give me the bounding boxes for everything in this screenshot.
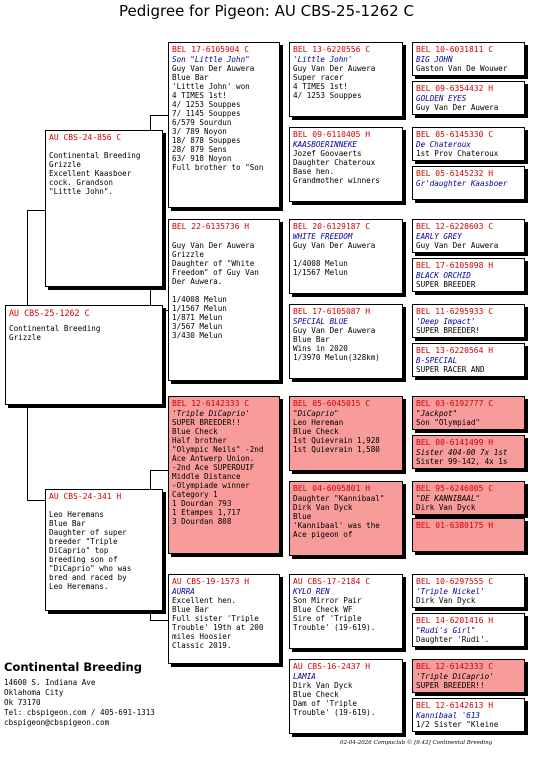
pigeon-card-gen5-15[interactable]: [412, 659, 525, 693]
info-line: 6/579 Sourdun: [172, 118, 232, 127]
info-line: Daughter "Kannibaal": [293, 494, 385, 503]
pigeon-card-sire[interactable]: [45, 130, 163, 287]
ring-number: BEL 12-6228603 C: [416, 222, 494, 231]
ring-number: BEL 09-6354432 H: [416, 84, 494, 93]
address-line: Oklahoma City: [4, 688, 64, 697]
info-line: Dirk Van Dyck: [293, 681, 353, 690]
pigeon-card-gen5-9[interactable]: [412, 396, 525, 430]
ring-number: BEL 12-6142333 C: [416, 662, 494, 671]
breeder-contact: [4, 660, 155, 728]
connector-line: [150, 470, 168, 471]
ring-number: BEL 14-6201416 H: [416, 616, 494, 625]
ring-number: AU CBS-24-341 H: [49, 492, 122, 501]
pigeon-card-gen5-2[interactable]: [412, 81, 525, 115]
ring-number: BEL 12-6142613 H: [416, 701, 494, 710]
contact-phone: Tel: cbspigeon.com / 405-691-1313: [4, 708, 155, 717]
ring-number: BEL 04-6095801 H: [293, 484, 371, 493]
info-line: 4 TIMES 1st!: [172, 91, 227, 100]
info-line: Ace pigeon of: [293, 530, 353, 539]
pigeon-name: BIG JOHN: [416, 55, 453, 64]
pigeon-card-gen5-10[interactable]: [412, 435, 525, 469]
pigeon-name: B-SPECIAL: [416, 356, 458, 365]
info-line: Blue Check: [293, 427, 339, 436]
info-line: Guy Van Der Auwera: [172, 64, 255, 73]
info-line: Dirk Van Dyck: [293, 503, 353, 512]
info-line: cock. Grandson: [49, 178, 114, 187]
pigeon-card-gen5-16[interactable]: [412, 698, 525, 732]
info-line: Dam of 'Triple: [293, 699, 358, 708]
pigeon-name: 'Deep Impact': [416, 317, 476, 326]
info-line: Excellent Kaasboer: [49, 169, 132, 178]
connector-line: [27, 210, 28, 305]
pigeon-card-gen5-6[interactable]: [412, 258, 525, 292]
pigeon-name: LAMIA: [293, 672, 316, 681]
pigeon-card-sire-sire[interactable]: [168, 42, 280, 208]
info-line: 28/ 879 Sens: [172, 145, 227, 154]
contact-email: cbspigeon@cbspigeon.com: [4, 718, 110, 727]
pigeon-name: Kannibaal '613: [416, 711, 481, 720]
pigeon-name: Sister 404-00 7x 1st: [416, 448, 508, 457]
info-line: Full sister 'Triple: [172, 614, 259, 623]
info-line: 'Little John' won: [172, 82, 250, 91]
info-line: 1st Prov Chateroux: [416, 149, 499, 158]
info-line: Blue Check: [293, 690, 339, 699]
info-line: Blue Bar: [172, 605, 209, 614]
ring-number: BEL 13-6220564 H: [416, 346, 494, 355]
pigeon-name: Gr'daughter Kaasboer: [416, 179, 508, 188]
info-line: [293, 250, 399, 259]
pigeon-name: 'Triple Nickel': [416, 587, 485, 596]
info-line: Full brother to "Son: [172, 163, 264, 172]
info-line: DiCaprio" top: [49, 546, 109, 555]
ring-number: BEL 95-6246005 C: [416, 484, 494, 493]
pigeon-name: KYLO REN: [293, 587, 330, 596]
connector-line: [27, 210, 45, 211]
connector-line: [150, 115, 168, 116]
info-line: 3/ 789 Noyon: [172, 127, 227, 136]
info-line: miles Hoosier: [172, 632, 232, 641]
ring-number: BEL 05-6045015 C: [293, 399, 371, 408]
breeder-name: Continental Breeding: [4, 660, 142, 674]
info-line: [172, 286, 276, 295]
pigeon-card-gen5-4[interactable]: [412, 166, 525, 200]
info-line: -Olympiade winner: [172, 481, 250, 490]
info-line: Daughter Chateroux: [293, 158, 376, 167]
info-line: 1/1567 Melun: [293, 268, 348, 277]
pigeon-name: WHITE FREEDOM: [293, 232, 353, 241]
info-line: Base hen.: [293, 167, 335, 176]
info-line: Dirk Van Dyck: [416, 503, 476, 512]
info-line: Leo Hereman: [293, 418, 344, 427]
ring-number: BEL 22-6135736 H: [172, 222, 250, 231]
pigeon-name: "Jackpot": [416, 409, 458, 418]
info-line: Grizzle: [172, 250, 205, 259]
ring-number: AU CBS-16-2437 H: [293, 662, 371, 671]
pigeon-card-sire-dam[interactable]: [168, 219, 280, 381]
pigeon-name: GOLDEN EYES: [416, 94, 467, 103]
pigeon-name: SPECIAL BLUE: [293, 317, 348, 326]
ring-number: AU CBS-19-1573 H: [172, 577, 250, 586]
info-line: Middle Distance: [172, 472, 241, 481]
info-line: Grizzle: [9, 333, 42, 342]
info-line: 1/871 Melun: [172, 313, 223, 322]
connector-line: [27, 405, 28, 500]
pigeon-card-gen5-3[interactable]: [412, 127, 525, 161]
pigeon-name: "Rudi's Girl": [416, 626, 476, 635]
ring-number: BEL 05-6145232 H: [416, 169, 494, 178]
pigeon-name: "DE KANNIBAAL": [416, 494, 481, 503]
pigeon-card-ss-sire[interactable]: [289, 42, 403, 117]
info-line: 1/4008 Melun: [293, 259, 348, 268]
pigeon-card-sd-dam[interactable]: [289, 304, 403, 379]
pigeon-card-dam-sire[interactable]: [168, 396, 280, 554]
connector-line: [27, 500, 45, 501]
ring-number: BEL 20-6129187 C: [293, 222, 371, 231]
info-line: Blue Bar: [172, 73, 209, 82]
ring-number: BEL 09-6110405 H: [293, 130, 371, 139]
info-line: Der Auwera.: [172, 277, 223, 286]
info-line: Blue Check: [172, 427, 218, 436]
info-line: 4/ 1253 Souppes: [172, 100, 241, 109]
info-line: Continental Breeding: [9, 324, 101, 333]
pigeon-name: 'Triple DiCaprio': [172, 409, 250, 418]
ring-number: AU CBS-17-2184 C: [293, 577, 371, 586]
pigeon-name: 'Triple DiCaprio': [416, 672, 494, 681]
info-line: Category 1: [172, 490, 218, 499]
pigeon-card-dd-sire[interactable]: [289, 574, 403, 649]
info-line: SUPER RACER AND: [416, 365, 485, 374]
pigeon-card-gen5-13[interactable]: [412, 574, 525, 608]
info-line: Wins in 2020: [293, 344, 348, 353]
ring-number: BEL 10-6031811 C: [416, 45, 494, 54]
ring-number: BEL 05-6145330 C: [416, 130, 494, 139]
ring-number: BEL 17-6105904 C: [172, 45, 250, 54]
ring-number: BEL 17-6105087 H: [293, 307, 371, 316]
info-line: Daughter of "White: [172, 259, 255, 268]
pigeon-name: Son "Little John": [172, 55, 250, 64]
ring-number: BEL 13-6220556 C: [293, 45, 371, 54]
info-line: Blue: [293, 512, 312, 521]
ring-number: BEL 03-6192777 C: [416, 399, 494, 408]
info-line: Sire of 'Triple: [293, 614, 362, 623]
pigeon-name: 'Little John': [293, 55, 353, 64]
pigeon-card-ds-dam[interactable]: [289, 481, 403, 556]
pigeon-card-gen5-12[interactable]: [412, 518, 525, 552]
info-line: Grizzle: [49, 160, 82, 169]
connector-line: [150, 620, 168, 621]
info-line: 4 TIMES 1st!: [293, 82, 348, 91]
info-line: "Little John".: [49, 187, 114, 196]
pigeon-card-gen5-11[interactable]: [412, 481, 525, 515]
info-line: Gaston Van De Wouwer: [416, 64, 508, 73]
info-line: 18/ 878 Souppes: [172, 136, 241, 145]
address-line: 14600 S. Indiana Ave: [4, 678, 96, 687]
info-line: "Olympic Neils" -2nd: [172, 445, 264, 454]
info-line: -2nd Ace SUPERDUIF: [172, 463, 255, 472]
pigeon-card-dd-dam[interactable]: [289, 659, 403, 734]
info-line: Continental Breeding: [49, 151, 141, 160]
info-line: 3/430 Melun: [172, 331, 223, 340]
info-line: Grandmother winners: [293, 176, 380, 185]
ring-number: BEL 10-6297555 C: [416, 577, 494, 586]
info-line: Blue Bar: [49, 519, 86, 528]
info-line: Blue Check WF: [293, 605, 353, 614]
info-line: SUPER BREEDER!!: [416, 681, 485, 690]
info-line: Blue Bar: [293, 335, 330, 344]
info-line: Freedom" of Guy Van: [172, 268, 259, 277]
info-line: Guy Van Der Auwera: [416, 241, 499, 250]
pigeon-card-gen5-14[interactable]: [412, 613, 525, 647]
info-line: Leo Heremans: [49, 510, 104, 519]
info-line: Guy Van Der Auwera: [293, 241, 376, 250]
info-line: SUPER BREEDER: [416, 280, 476, 289]
info-line: Excellent hen.: [172, 596, 237, 605]
info-line: Trouble' 19th at 200: [172, 623, 264, 632]
info-line: 1 Etampes 1,717: [172, 508, 241, 517]
info-line: Son Mirror Pair: [293, 596, 362, 605]
pigeon-card-subject[interactable]: [5, 305, 163, 405]
pigeon-card-gen5-7[interactable]: [412, 304, 525, 338]
pigeon-card-ss-dam[interactable]: [289, 127, 403, 202]
pigeon-card-dam-dam[interactable]: [168, 574, 280, 664]
address-line: Ok 73170: [4, 698, 41, 707]
info-line: Dirk Van Dyck: [416, 596, 476, 605]
ring-number: AU CBS-25-1262 C: [9, 308, 90, 318]
info-line: 1/1567 Melun: [172, 304, 227, 313]
info-line: Guy Van Der Auwera: [293, 326, 376, 335]
info-line: Guy Van Der Auwera: [416, 103, 499, 112]
info-line: SUPER BREEDER!: [416, 326, 481, 335]
info-line: Son "Olympiad": [416, 418, 481, 427]
info-line: Sister 99-142, 4x 1s: [416, 457, 508, 466]
info-line: bred and raced by: [49, 573, 127, 582]
pigeon-name: De Chateroux: [416, 140, 471, 149]
pigeon-name: BLACK ORCHID: [416, 271, 471, 280]
pigeon-card-dam[interactable]: [45, 489, 163, 611]
ring-number: AU CBS-24-856 C: [49, 133, 122, 142]
ring-number: BEL 01-6380175 H: [416, 521, 494, 530]
info-line: Half brother: [172, 436, 227, 445]
ring-number: BEL 11-6295933 C: [416, 307, 494, 316]
info-line: 7/ 1145 Souppes: [172, 109, 241, 118]
pigeon-card-sd-sire[interactable]: [289, 219, 403, 294]
info-line: Classic 2019.: [172, 641, 232, 650]
info-line: Trouble' (19-619).: [293, 708, 376, 717]
info-line: Guy Van Der Auwera: [172, 241, 255, 250]
pigeon-name: EARLY GREY: [416, 232, 462, 241]
info-line: 1st Quievrain 1,580: [293, 445, 380, 454]
info-line: Guy Van Der Auwera: [293, 64, 376, 73]
info-line: 3/567 Melun: [172, 322, 223, 331]
pigeon-card-gen5-1[interactable]: [412, 42, 525, 76]
ring-number: BEL 17-6105098 H: [416, 261, 494, 270]
info-line: breeder "Triple: [49, 537, 118, 546]
info-line: 'Kannibaal' was the: [293, 521, 380, 530]
pigeon-card-gen5-8[interactable]: [412, 343, 525, 377]
info-line: 63/ 918 Noyon: [172, 154, 232, 163]
ring-number: BEL 12-6142333 C: [172, 399, 250, 408]
info-line: Daughter of super: [49, 528, 127, 537]
pigeon-name: "DiCaprio": [293, 409, 339, 418]
info-line: 1/2 Sister "Kleine: [416, 720, 499, 729]
info-line: 1 Dourdan 793: [172, 499, 232, 508]
info-line: Jozef Goovaerts: [293, 149, 362, 158]
info-line: 3 Dourdan 808: [172, 517, 232, 526]
info-line: 1/4008 Melun: [172, 295, 227, 304]
footer-credit: 02-04-2026 Compuclub © [9.42] Continental Breeding: [340, 740, 493, 746]
info-line: Leo Heremans.: [49, 582, 109, 591]
info-line: Ace Antwerp Union.: [172, 454, 255, 463]
info-line: "DiCaprio" who was: [49, 564, 132, 573]
pigeon-card-ds-sire[interactable]: [289, 396, 403, 471]
info-line: 1st Quievrain 1,928: [293, 436, 380, 445]
info-line: Daughter 'Rudi'.: [416, 635, 490, 644]
pigeon-card-gen5-5[interactable]: [412, 219, 525, 253]
pigeon-name: KAASBOERINNEKE: [293, 140, 358, 149]
info-line: 1/3970 Melun(328km): [293, 353, 380, 362]
ring-number: BEL 00-6141499 H: [416, 438, 494, 447]
pigeon-name: AURRA: [172, 587, 195, 596]
info-line: breeding son of: [49, 555, 118, 564]
info-line: Trouble' (19-619).: [293, 623, 376, 632]
info-line: Super racer: [293, 73, 344, 82]
page-title: Pedigree for Pigeon: AU CBS-25-1262 C: [119, 2, 414, 20]
info-line: SUPER BREEDER!!: [172, 418, 241, 427]
info-line: 4/ 1253 Souppes: [293, 91, 362, 100]
